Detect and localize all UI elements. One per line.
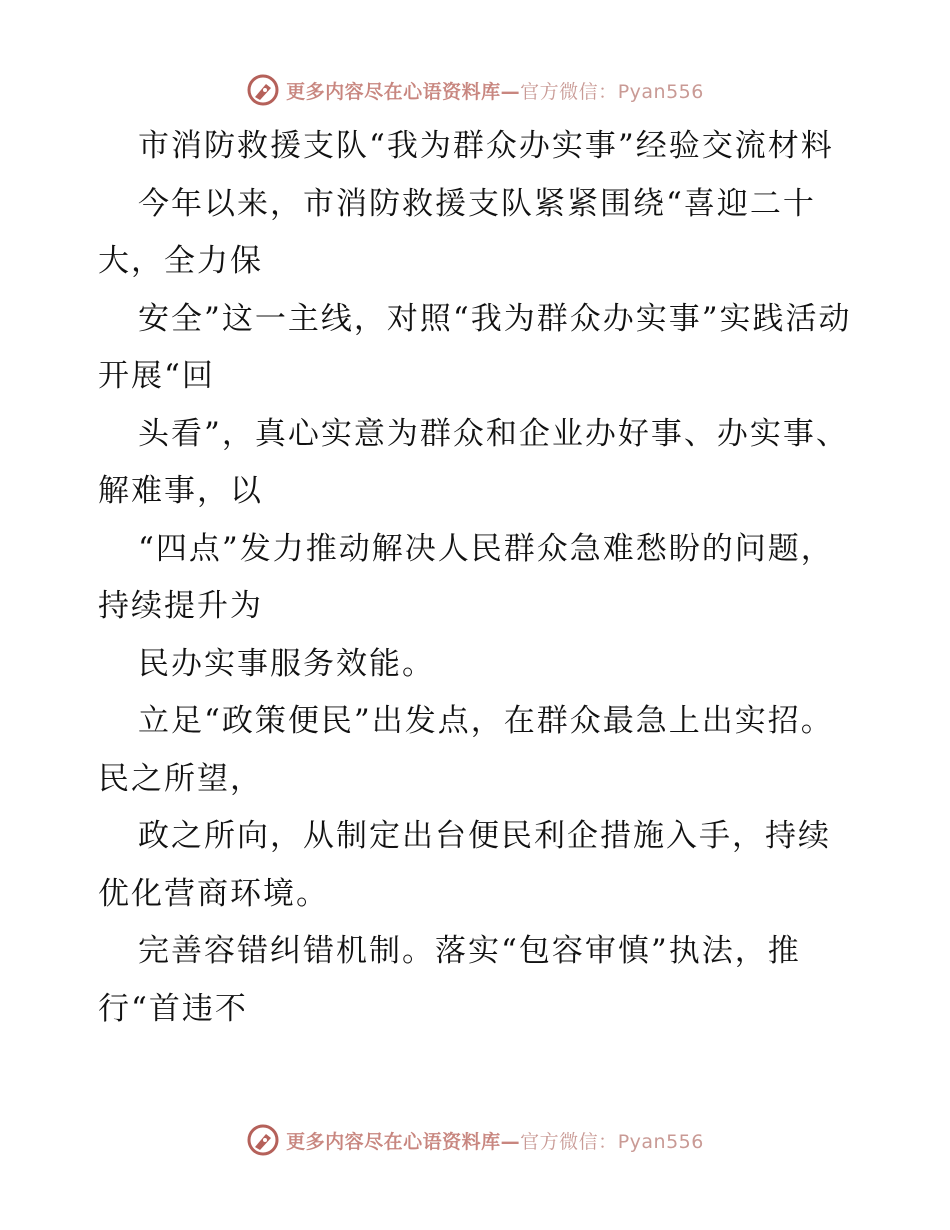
- paragraph: 安全”这一主线，对照“我为群众办实事”实践活动开展“回: [98, 300, 852, 394]
- document-title: 市消防救援支队“我为群众办实事”经验交流材料: [138, 128, 834, 164]
- paragraph: 今年以来，市消防救援支队紧紧围绕“喜迎二十大，全力保: [98, 185, 816, 279]
- watermark-footer: [0, 1120, 950, 1160]
- pen-nib-circle-icon: [246, 1123, 280, 1157]
- paragraph: 头看”，真心实意为群众和企业办好事、办实事、解难事，以: [98, 415, 849, 509]
- paragraph: 立足“政策便民”出发点，在群众最急上出实招。民之所望，: [98, 703, 834, 797]
- watermark-text: 更多内容尽在心语资料库—官方微信：Pyan556: [286, 80, 704, 103]
- paragraph: “四点”发力推动解决人民群众急难愁盼的问题，持续提升为: [98, 530, 834, 624]
- paragraph: 完善容错纠错机制。落实“包容审慎”执法，推行“首违不: [98, 933, 801, 1027]
- watermark-header: [0, 70, 950, 110]
- document-body: [98, 118, 858, 1038]
- watermark-text: 更多内容尽在心语资料库—官方微信：Pyan556: [286, 1130, 704, 1153]
- paragraph: 政之所向，从制定出台便民利企措施入手，持续优化营商环境。: [98, 818, 831, 912]
- pen-nib-circle-icon: [246, 73, 280, 107]
- paragraph: 民办实事服务效能。: [138, 645, 435, 682]
